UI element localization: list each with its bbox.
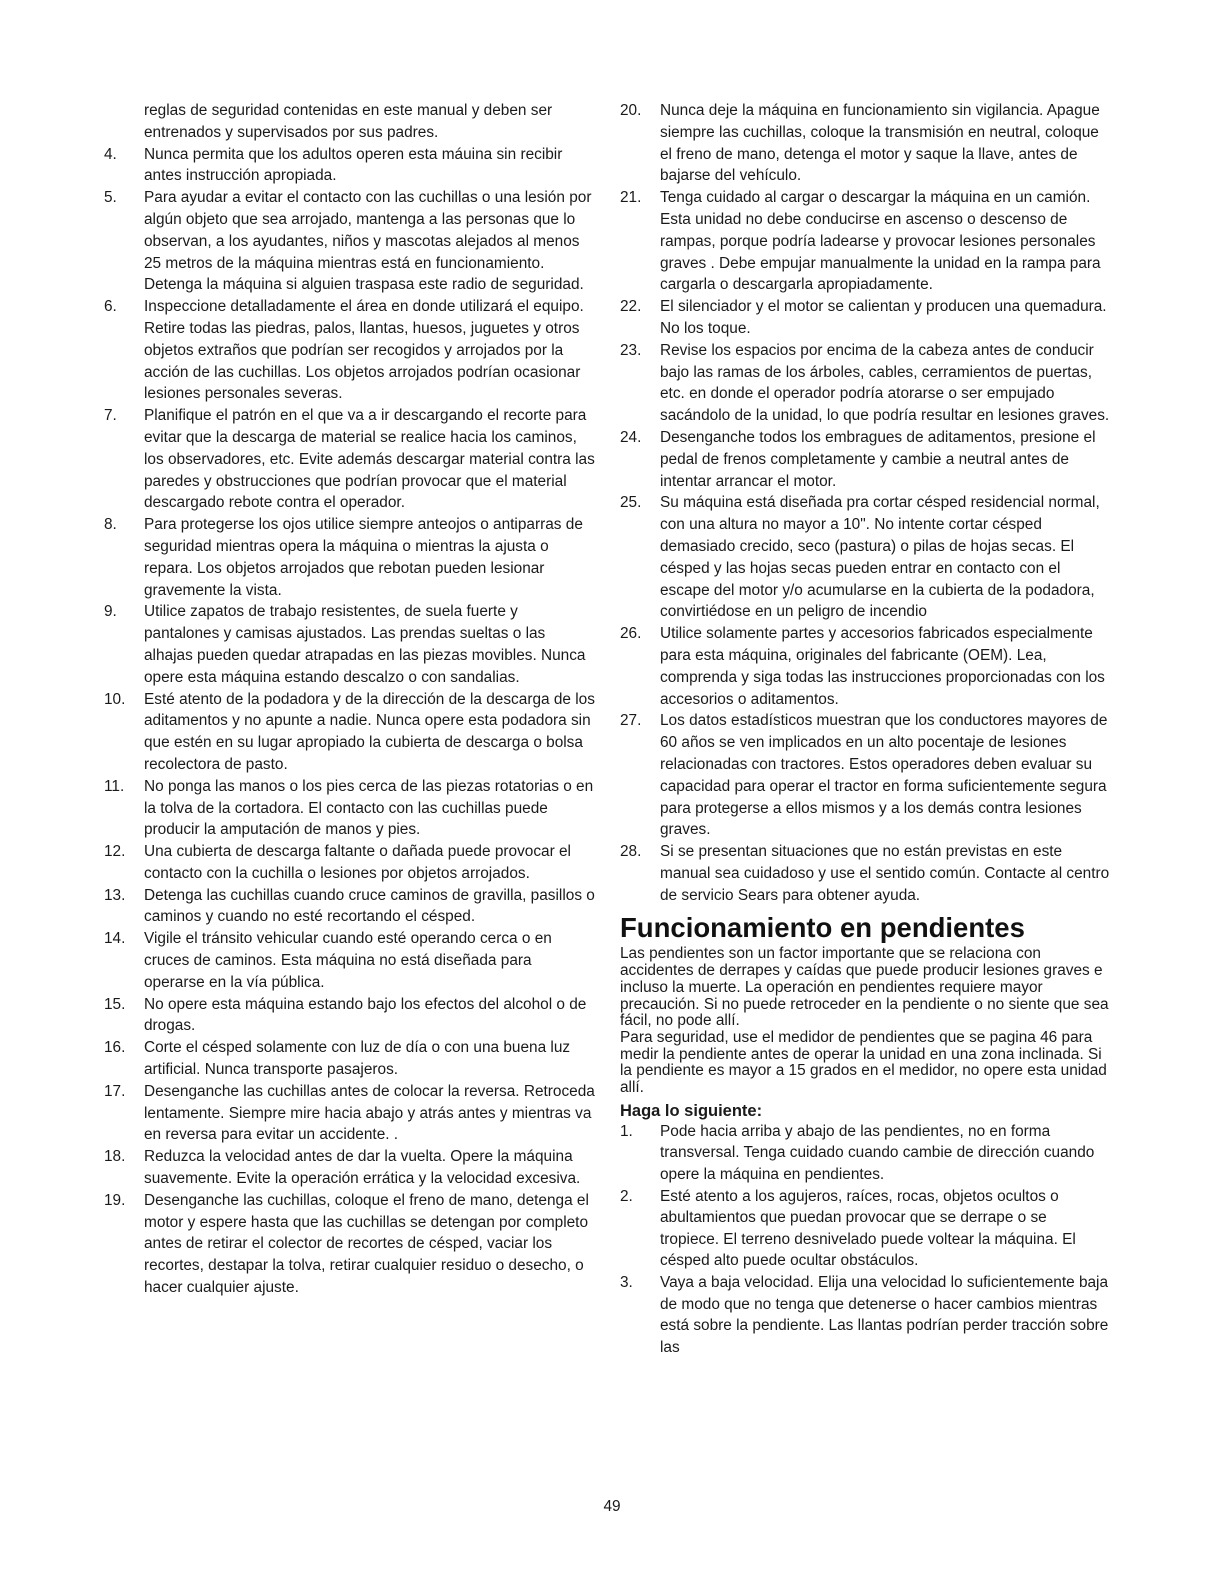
sub-heading: Haga lo siguiente: — [620, 1101, 763, 1120]
item-number: 1. — [620, 1122, 633, 1140]
item-number: 14. — [104, 930, 126, 948]
item-text: No opere esta máquina estando bajo los efectos del alcohol o de drogas. — [144, 995, 587, 1035]
list-item — [620, 340, 1110, 427]
item-text: Revise los espacios por encima de la cabeza antes de conducir bajo las ramas de los árboles, cables, cerramientos de puertas, etc. en donde el operador podría atorarse o ser empujado sacándolo de la unidad, lo que podría resultar en lesiones graves. — [660, 341, 1110, 425]
item-number: 19. — [104, 1191, 126, 1209]
intro-paragraph: Las pendientes son un factor importante que se relaciona con accidentes de derrapes y caídas que puede producir lesiones graves e incluso la muerte. La operación en pendientes requiere mayor precaución. Si no puede retroceder en la pendiente o no siente que sea fácil, no pode allí. — [620, 945, 1109, 1030]
item-text: Corte el césped solamente con luz de día o con una buena luz artificial. Nunca transporte pasajeros. — [144, 1039, 571, 1079]
item-text: Desenganche todos los embragues de aditamentos, presione el pedal de frenos completamente y cambie a neutral antes de intentar arrancar el motor. — [660, 428, 1096, 490]
list-item — [620, 1121, 1110, 1186]
item-number: 24. — [620, 428, 642, 446]
right-column — [620, 100, 1110, 1358]
item-number: 6. — [104, 298, 117, 316]
item-text: Esté atento de la podadora y de la dirección de la descarga de los aditamentos y no apunte a nadie. Nunca opere esta podadora sin que estén en su lugar apropiado la cubierta de descarga o bolsa recolectora de pasto. — [144, 690, 595, 773]
item-number: 28. — [620, 843, 642, 861]
list-item — [104, 144, 596, 188]
section-title: Funcionamiento en pendientes — [620, 912, 1025, 944]
item-number: 4. — [104, 145, 117, 163]
item-text: Los datos estadísticos muestran que los conductores mayores de 60 años se ven implicados en un alto pocentaje de lesiones relacionadas con tractores. Estos operadores deben evaluar su capacidad para operar el tractor en forma suficientemente segura para protegerse a ellos mismos y a los demás contra lesiones graves. — [660, 712, 1108, 839]
item-number: 2. — [620, 1187, 633, 1205]
list-item — [104, 841, 596, 885]
list-item — [620, 100, 1110, 187]
item-text: Planifique el patrón en el que va a ir descargando el recorte para evitar que la descarga de material se realice hacia los caminos, los observadores, etc. Evite además descargar material contra las paredes y obstrucciones que podrían provocar que el material descargado rebote contra el operador. — [144, 407, 595, 512]
item-text: Para ayudar a evitar el contacto con las cuchillas o una lesión por algún objeto que sea arrojado, mantenga a las personas que lo observan, a los ayudantes, niños y mascotas alejados al menos 25 metros de la máquina mientras está en funcionamiento. Detenga la máquina si alguien traspasa este radio de seguridad. — [144, 189, 592, 294]
item-text: Utilice solamente partes y accesorios fabricados especialmente para esta máquina, originales del fabricante (OEM). Lea, comprenda y siga todas las instrucciones proporcionadas con los accesorios o aditamentos. — [660, 625, 1105, 708]
list-item — [104, 296, 596, 405]
list-item — [620, 427, 1110, 492]
item-number: 21. — [620, 189, 642, 207]
item-text: El silenciador y el motor se calientan y producen una quemadura. No los toque. — [660, 298, 1107, 337]
item-text: Nunca permita que los adultos operen esta máuina sin recibir antes instrucción apropiada. — [144, 145, 563, 185]
item-number: 7. — [104, 407, 117, 425]
item-text: Desenganche las cuchillas antes de colocar la reversa. Retroceda lentamente. Siempre mire hacia abajo y atrás antes y mientras va en reversa para evitar un accidente. . — [144, 1082, 595, 1144]
slope-instructions-list — [620, 1121, 1110, 1359]
item-number: 10. — [104, 690, 126, 708]
list-item — [104, 776, 596, 841]
list-item — [104, 994, 596, 1038]
item-number: 27. — [620, 712, 642, 730]
item-number: 13. — [104, 886, 126, 904]
list-item — [104, 885, 596, 929]
list-item — [104, 1081, 596, 1146]
list-item — [104, 405, 596, 514]
item-number: 25. — [620, 494, 642, 512]
list-item — [104, 689, 596, 776]
list-item — [620, 187, 1110, 296]
item-number: 22. — [620, 298, 642, 316]
item-text: Reduzca la velocidad antes de dar la vuelta. Opere la máquina suavemente. Evite la operación errática y la velocidad excesiva. — [144, 1148, 581, 1188]
list-item — [620, 841, 1110, 906]
item-text: No ponga las manos o los pies cerca de las piezas rotatorias o en la tolva de la cortadora. El contacto con las cuchillas puede producir la amputación de manos y pies. — [144, 777, 594, 839]
item-number: 18. — [104, 1148, 126, 1166]
item-number: 11. — [104, 777, 125, 795]
item-number: 9. — [104, 603, 117, 621]
item-number: 12. — [104, 843, 126, 861]
item-text: Vigile el tránsito vehicular cuando esté operando cerca o en cruces de caminos. Esta máquina no está diseñada para operarse en la vía pública. — [144, 930, 552, 991]
item-number: 15. — [104, 995, 126, 1013]
item-text: Pode hacia arriba y abajo de las pendientes, no en forma transversal. Tenga cuidado cuando cambie de dirección cuando opere la máquina en pendientes. — [660, 1122, 1095, 1183]
list-item — [620, 623, 1110, 710]
item-number: 20. — [620, 102, 642, 119]
item-number: 3. — [620, 1273, 633, 1291]
list-item — [104, 187, 596, 296]
continuation-text: reglas de seguridad contenidas en este manual y deben ser entrenados y supervisados por sus padres. — [144, 102, 553, 141]
item-text: Desenganche las cuchillas, coloque el freno de mano, detenga el motor y espere hasta que las cuchillas se detengan por completo antes de retirar el colector de recortes de césped, vaciar los recortes, destapar la tolva, retirar cualquier residuo o desecho, o hacer cualquier ajuste. — [144, 1191, 589, 1297]
safety-rules-list-right — [620, 100, 1110, 906]
list-item — [620, 1272, 1110, 1358]
item-text: Vaya a baja velocidad. Elija una velocidad lo suficientemente baja de modo que no tenga que detenerse o hacer cambios mientras está sobre la pendiente. Las llantas podrían perder tracción sobre las — [660, 1273, 1109, 1356]
safety-rules-list-left — [104, 144, 596, 1299]
item-text: Nunca deje la máquina en funcionamiento sin vigilancia. Apague siempre las cuchillas, coloque la transmisión en neutral, coloque el freno de mano, detenga el motor y saque la llave, antes de bajarse del vehículo. — [660, 102, 1100, 185]
item-text: Para protegerse los ojos utilice siempre anteojos o antiparras de seguridad mientras opera la máquina o mientras la ajusta o repara. Los objetos arrojados que rebotan pueden lesionar gravemente la vista. — [144, 516, 583, 599]
left-column — [104, 100, 596, 1299]
item-text: Su máquina está diseñada pra cortar césped residencial normal, con una altura no mayor a 10". No intente cortar césped demasiado crecido, seco (pastura) o pilas de hojas secas. El césped y las hojas secas pueden entrar en contacto con el escape del motor y/o acumularse en la cubierta de la podadora, convirtiédose en un peligro de incendio — [660, 494, 1100, 621]
list-item — [620, 296, 1110, 340]
list-item — [104, 514, 596, 601]
item-text: Tenga cuidado al cargar o descargar la máquina en un camión. Esta unidad no debe conducirse en ascenso o descenso de rampas, porque podría ladearse y provocar lesiones personales graves . Debe empujar manualmente la unidad en la rampa para cargarla o descargarla apropiadamente. — [660, 189, 1101, 294]
list-item — [104, 1037, 596, 1081]
list-item — [104, 1190, 596, 1299]
item-text: Utilice zapatos de trabajo resistentes, de suela fuerte y pantalones y camisas ajustados. Las prendas sueltas o las alhajas pueden quedar atrapadas en las piezas movibles. Nunca opere esta máquina estando descalzo o con sandalias. — [144, 603, 586, 686]
item-number: 8. — [104, 516, 117, 534]
item-text: Si se presentan situaciones que no están previstas en este manual sea cuidadoso y use el sentido común. Contacte al centro de servicio Sears para obtener ayuda. — [660, 843, 1110, 904]
item-text: Inspeccione detalladamente el área en donde utilizará el equipo. Retire todas las piedras, palos, llantas, huesos, juguetes y otros objetos extraños que podrían ser recogidos y arrojados por la acción de las cuchillas. Los objetos arrojados podrían ocasionar lesiones personales severas. — [144, 298, 584, 403]
item-text: Esté atento a los agujeros, raíces, rocas, objetos ocultos o abultamientos que puedan provocar que se derrape o se tropiece. El terreno desnivelado puede voltear la máquina. El césped alto puede ocultar obstáculos. — [660, 1187, 1076, 1270]
list-item — [620, 710, 1110, 841]
list-item — [104, 928, 596, 993]
item-number: 16. — [104, 1039, 126, 1057]
list-item — [620, 1186, 1110, 1272]
item-number: 5. — [104, 189, 117, 207]
item-text: Detenga las cuchillas cuando cruce caminos de gravilla, pasillos o caminos y cuando no esté recortando el césped. — [144, 886, 595, 926]
list-item — [104, 1146, 596, 1190]
item-number: 23. — [620, 341, 642, 359]
safety-paragraph: Para seguridad, use el medidor de pendientes que se pagina 46 para medir la pendiente antes de operar la unidad en una zona inclinada. Si la pendiente es mayor a 15 grados en el medidor, no opere esta unidad allí. — [620, 1029, 1107, 1097]
item-number: 26. — [620, 625, 642, 643]
page-number: 49 — [603, 1498, 621, 1515]
item-number: 17. — [104, 1082, 126, 1100]
list-item — [104, 601, 596, 688]
item-text: Una cubierta de descarga faltante o dañada puede provocar el contacto con la cuchilla o lesiones por objetos arrojados. — [144, 843, 571, 882]
list-item — [620, 492, 1110, 623]
